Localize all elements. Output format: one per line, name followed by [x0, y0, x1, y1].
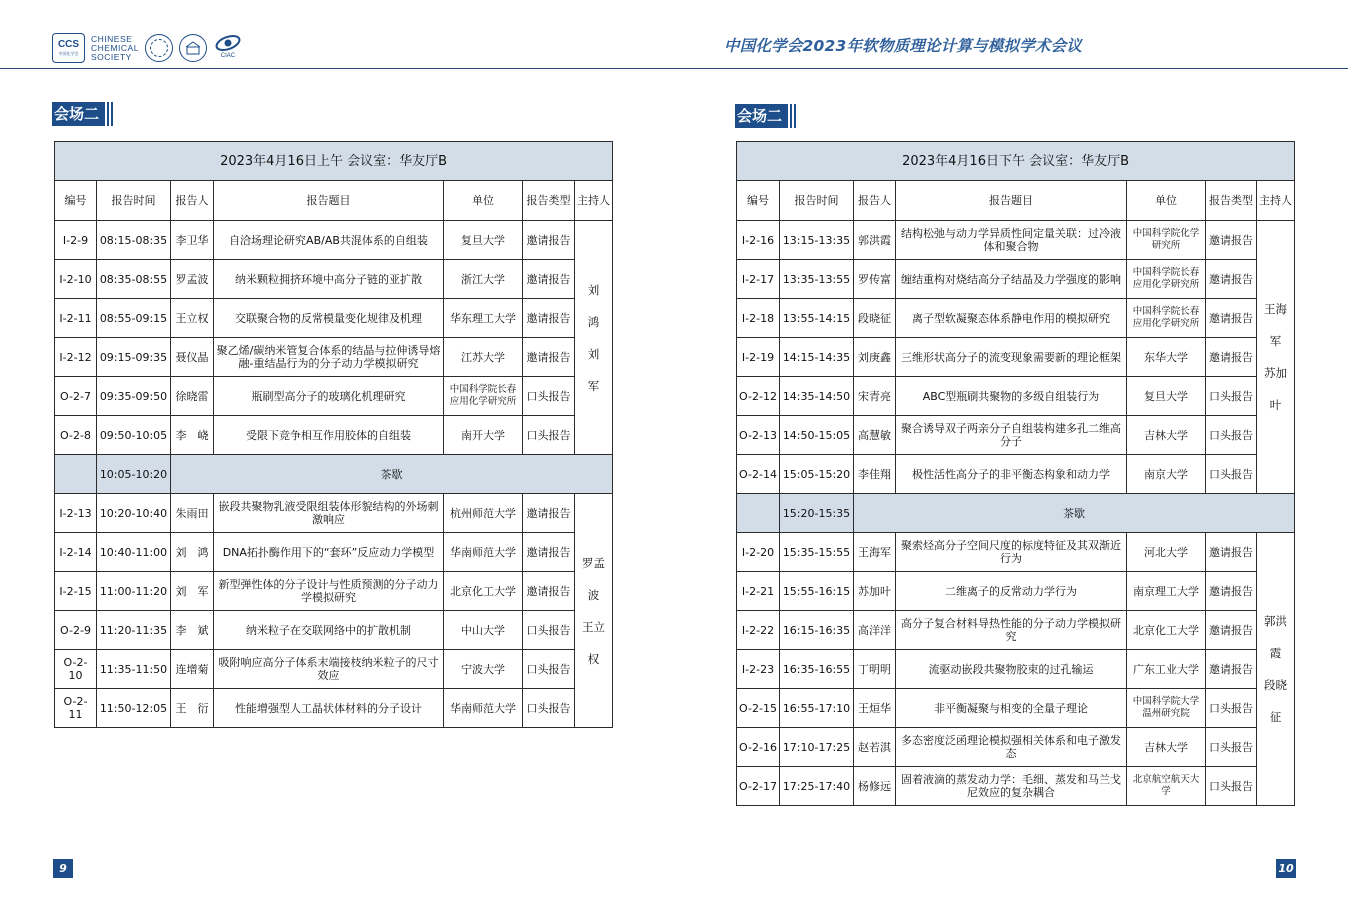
table-row: [55, 299, 613, 338]
speaker-name: 刘 军: [171, 572, 214, 611]
report-code: I-2-14: [55, 533, 97, 572]
table-row: [737, 416, 1295, 455]
report-time: 17:25-17:40: [780, 767, 854, 806]
chinese-chemical-society-wordmark: [91, 35, 139, 62]
table-caption: 2023年4月16日下午 会议室：华友厅B: [737, 142, 1295, 181]
report-time: 14:15-14:35: [780, 338, 854, 377]
table-row: [55, 377, 613, 416]
report-type: 口头报告: [1206, 455, 1257, 494]
table-row: [55, 650, 613, 689]
speaker-name: 刘 鸿: [171, 533, 214, 572]
report-time: 10:40-11:00: [97, 533, 171, 572]
report-code: I-2-20: [737, 533, 780, 572]
affiliation: 杭州师范大学: [444, 494, 523, 533]
speaker-name: 高慧敏: [854, 416, 896, 455]
report-title: 受限下竞争相互作用胶体的自组装: [214, 416, 444, 455]
table-header-row: [55, 181, 613, 221]
report-title: DNA拓扑酶作用下的“套环”反应动力学模型: [214, 533, 444, 572]
affiliation: 南京大学: [1127, 455, 1206, 494]
affiliation: 河北大学: [1127, 533, 1206, 572]
venue-tag-right: [735, 104, 796, 128]
report-time: 09:15-09:35: [97, 338, 171, 377]
report-title: 流驱动嵌段共聚物胶束的过孔输运: [896, 650, 1127, 689]
affiliation: 中山大学: [444, 611, 523, 650]
report-code: O-2-7: [55, 377, 97, 416]
report-code: I-2-21: [737, 572, 780, 611]
report-type: 口头报告: [523, 689, 575, 728]
report-title: 自洽场理论研究AB/AB共混体系的自组装: [214, 221, 444, 260]
page-number-left: 9: [53, 859, 73, 878]
institute-seal-icon: [179, 34, 207, 62]
affiliation: 吉林大学: [1127, 416, 1206, 455]
report-type: 邀请报告: [1206, 611, 1257, 650]
column-header: 报告类型: [1206, 181, 1257, 221]
table-row: [55, 416, 613, 455]
table-row: [55, 689, 613, 728]
report-code: O-2-12: [737, 377, 780, 416]
table-row: [737, 260, 1295, 299]
table-row: [55, 572, 613, 611]
report-code: I-2-23: [737, 650, 780, 689]
report-code: I-2-11: [55, 299, 97, 338]
report-title: 纳米粒子在交联网络中的扩散机制: [214, 611, 444, 650]
column-header: 报告时间: [97, 181, 171, 221]
report-type: 口头报告: [1206, 728, 1257, 767]
report-title: 极性活性高分子的非平衡态构象和动力学: [896, 455, 1127, 494]
report-title: 二维离子的反常动力学行为: [896, 572, 1127, 611]
report-title: 聚索烃高分子空间尺度的标度特征及其双渐近行为: [896, 533, 1127, 572]
report-type: 邀请报告: [523, 494, 575, 533]
speaker-name: 罗传富: [854, 260, 896, 299]
speaker-name: 段晓征: [854, 299, 896, 338]
host-name: 苏加叶: [1264, 366, 1288, 412]
page-header: [0, 0, 1348, 69]
report-time: 16:35-16:55: [780, 650, 854, 689]
wordmark-line: SOCIETY: [91, 51, 132, 62]
tea-break-time: 10:05-10:20: [97, 455, 171, 494]
affiliation: 东华大学: [1127, 338, 1206, 377]
report-code: I-2-17: [737, 260, 780, 299]
speaker-name: 连增菊: [171, 650, 214, 689]
report-title: 嵌段共聚物乳液受限组装体形貌结构的外场刺激响应: [214, 494, 444, 533]
table-row: [737, 611, 1295, 650]
report-type: 邀请报告: [523, 338, 575, 377]
affiliation: 南开大学: [444, 416, 523, 455]
session-hosts: [1257, 221, 1295, 494]
speaker-name: 王立权: [171, 299, 214, 338]
report-title: 聚乙烯/碳纳米管复合体系的结晶与拉伸诱导熔融-重结晶行为的分子动力学模拟研究: [214, 338, 444, 377]
column-header: 单位: [1127, 181, 1206, 221]
report-code: O-2-11: [55, 689, 97, 728]
tea-break-blank: [737, 494, 780, 533]
table-row: [737, 728, 1295, 767]
affiliation: 宁波大学: [444, 650, 523, 689]
column-header: 单位: [444, 181, 523, 221]
column-header: 主持人: [1257, 181, 1295, 221]
report-title: 纳米颗粒拥挤环境中高分子链的亚扩散: [214, 260, 444, 299]
schedule-table-afternoon: [736, 141, 1295, 806]
affiliation: 中国科学院化学研究所: [1127, 221, 1206, 260]
report-code: I-2-15: [55, 572, 97, 611]
report-code: O-2-8: [55, 416, 97, 455]
report-type: 口头报告: [523, 611, 575, 650]
affiliation: 南京理工大学: [1127, 572, 1206, 611]
table-row: [737, 299, 1295, 338]
column-header: 主持人: [575, 181, 613, 221]
report-time: 11:00-11:20: [97, 572, 171, 611]
report-title: 缠结重构对烧结高分子结晶及力学强度的影响: [896, 260, 1127, 299]
report-time: 13:35-13:55: [780, 260, 854, 299]
affiliation: 华南师范大学: [444, 533, 523, 572]
report-type: 口头报告: [1206, 377, 1257, 416]
report-time: 15:55-16:15: [780, 572, 854, 611]
table-row: [737, 338, 1295, 377]
tea-break-time: 15:20-15:35: [780, 494, 854, 533]
table-row: [55, 260, 613, 299]
report-title: 瓶刷型高分子的玻璃化机理研究: [214, 377, 444, 416]
affiliation: 华南师范大学: [444, 689, 523, 728]
report-code: O-2-16: [737, 728, 780, 767]
tea-break-row: [55, 455, 613, 494]
report-type: 口头报告: [523, 650, 575, 689]
report-title: 离子型软凝聚态体系静电作用的模拟研究: [896, 299, 1127, 338]
report-time: 17:10-17:25: [780, 728, 854, 767]
report-time: 11:35-11:50: [97, 650, 171, 689]
report-code: I-2-18: [737, 299, 780, 338]
speaker-name: 高洋洋: [854, 611, 896, 650]
report-title: 非平衡凝聚与相变的全量子理论: [896, 689, 1127, 728]
report-time: 14:50-15:05: [780, 416, 854, 455]
university-seal-icon: [145, 34, 173, 62]
report-type: 口头报告: [1206, 767, 1257, 806]
report-type: 口头报告: [1206, 689, 1257, 728]
report-time: 14:35-14:50: [780, 377, 854, 416]
report-time: 08:55-09:15: [97, 299, 171, 338]
speaker-name: 李佳翔: [854, 455, 896, 494]
column-header: 编号: [737, 181, 780, 221]
affiliation: 华东理工大学: [444, 299, 523, 338]
report-title: 三维形状高分子的流变现象需要新的理论框架: [896, 338, 1127, 377]
report-type: 邀请报告: [1206, 338, 1257, 377]
report-type: 邀请报告: [523, 260, 575, 299]
affiliation: 中国科学院长春应用化学研究所: [444, 377, 523, 416]
table-row: [55, 533, 613, 572]
report-title: 多态密度泛函理论模拟强相关体系和电子激发态: [896, 728, 1127, 767]
report-code: O-2-13: [737, 416, 780, 455]
report-title: 聚合诱导双子两亲分子自组装构建多孔二维高分子: [896, 416, 1127, 455]
session-hosts: [575, 221, 613, 455]
report-title: 结构松弛与动力学异质性间定量关联：过冷液体和聚合物: [896, 221, 1127, 260]
column-header: 报告题目: [214, 181, 444, 221]
speaker-name: 朱雨田: [171, 494, 214, 533]
column-header: 报告时间: [780, 181, 854, 221]
report-type: 邀请报告: [1206, 650, 1257, 689]
table-row: [737, 533, 1295, 572]
tea-break-blank: [55, 455, 97, 494]
affiliation: 广东工业大学: [1127, 650, 1206, 689]
ciac-logo-text: CIAC: [220, 53, 236, 59]
affiliation: 浙江大学: [444, 260, 523, 299]
affiliation: 中国科学院长春应用化学研究所: [1127, 299, 1206, 338]
conference-title: 中国化学会2023年软物质理论计算与模拟学术会议: [724, 37, 1082, 55]
report-code: I-2-12: [55, 338, 97, 377]
table-row: [737, 572, 1295, 611]
venue-label: 会场二: [735, 104, 788, 128]
table-row: [55, 494, 613, 533]
report-code: O-2-9: [55, 611, 97, 650]
table-row: [737, 767, 1295, 806]
speaker-name: 刘庚鑫: [854, 338, 896, 377]
table-header-row: [737, 181, 1295, 221]
ccs-logo-text: CCS: [57, 39, 80, 50]
venue-bar-decoration: [790, 104, 792, 128]
report-time: 13:15-13:35: [780, 221, 854, 260]
report-type: 邀请报告: [1206, 260, 1257, 299]
report-type: 邀请报告: [523, 299, 575, 338]
report-type: 邀请报告: [1206, 572, 1257, 611]
session-hosts: [1257, 533, 1295, 806]
report-time: 09:35-09:50: [97, 377, 171, 416]
affiliation: 中国科学院长春应用化学研究所: [1127, 260, 1206, 299]
venue-label: 会场二: [52, 102, 105, 126]
speaker-name: 李 斌: [171, 611, 214, 650]
table-row: [737, 221, 1295, 260]
report-code: I-2-10: [55, 260, 97, 299]
report-title: 新型弹性体的分子设计与性质预测的分子动力学模拟研究: [214, 572, 444, 611]
report-type: 口头报告: [523, 377, 575, 416]
column-header: 报告类型: [523, 181, 575, 221]
report-title: 性能增强型人工晶状体材料的分子设计: [214, 689, 444, 728]
report-type: 邀请报告: [1206, 533, 1257, 572]
speaker-name: 罗孟波: [171, 260, 214, 299]
report-code: I-2-19: [737, 338, 780, 377]
report-type: 口头报告: [523, 416, 575, 455]
speaker-name: 李 峣: [171, 416, 214, 455]
tea-break-row: [737, 494, 1295, 533]
column-header: 报告人: [171, 181, 214, 221]
report-code: I-2-9: [55, 221, 97, 260]
report-code: I-2-16: [737, 221, 780, 260]
speaker-name: 苏加叶: [854, 572, 896, 611]
report-time: 11:50-12:05: [97, 689, 171, 728]
venue-bar-decoration: [107, 102, 109, 126]
report-title: 固着液滴的蒸发动力学：毛细、蒸发和马兰戈尼效应的复杂耦合: [896, 767, 1127, 806]
report-type: 邀请报告: [523, 533, 575, 572]
host-name: 郭洪霞: [1264, 614, 1288, 660]
table-row: [55, 611, 613, 650]
report-code: I-2-13: [55, 494, 97, 533]
session-hosts: [575, 494, 613, 728]
report-time: 09:50-10:05: [97, 416, 171, 455]
report-type: 邀请报告: [523, 221, 575, 260]
speaker-name: 王海军: [854, 533, 896, 572]
column-header: 报告题目: [896, 181, 1127, 221]
affiliation: 北京化工大学: [444, 572, 523, 611]
table-row: [737, 650, 1295, 689]
host-name: 王海军: [1264, 302, 1288, 348]
table-row: [737, 689, 1295, 728]
ccs-logo: [52, 33, 85, 63]
report-title: ABC型瓶刷共聚物的多级自组装行为: [896, 377, 1127, 416]
column-header: 报告人: [854, 181, 896, 221]
report-time: 16:15-16:35: [780, 611, 854, 650]
tea-break-label: 茶歇: [171, 455, 613, 494]
affiliation: 复旦大学: [1127, 377, 1206, 416]
report-code: O-2-10: [55, 650, 97, 689]
table-row: [737, 377, 1295, 416]
report-time: 15:05-15:20: [780, 455, 854, 494]
tea-break-label: 茶歇: [854, 494, 1295, 533]
host-name: 刘 军: [587, 346, 611, 393]
report-type: 邀请报告: [523, 572, 575, 611]
affiliation: 吉林大学: [1127, 728, 1206, 767]
page-number-right: 10: [1276, 859, 1296, 878]
speaker-name: 宋青亮: [854, 377, 896, 416]
affiliation: 中国科学院大学温州研究院: [1127, 689, 1206, 728]
table-row: [55, 338, 613, 377]
ccs-logo-subtext: 中国化学会: [58, 51, 79, 56]
ciac-logo: [213, 33, 243, 63]
table-row: [55, 221, 613, 260]
report-code: O-2-15: [737, 689, 780, 728]
speaker-name: 郭洪霞: [854, 221, 896, 260]
report-title: 吸附响应高分子体系末端接枝纳米粒子的尺寸效应: [214, 650, 444, 689]
report-time: 15:35-15:55: [780, 533, 854, 572]
report-time: 16:55-17:10: [780, 689, 854, 728]
table-row: [737, 455, 1295, 494]
report-title: 高分子复合材料导热性能的分子动力学模拟研究: [896, 611, 1127, 650]
report-time: 10:20-10:40: [97, 494, 171, 533]
venue-bar-decoration: [794, 104, 796, 128]
report-time: 08:35-08:55: [97, 260, 171, 299]
host-name: 段晓征: [1264, 678, 1288, 724]
speaker-name: 王 衍: [171, 689, 214, 728]
speaker-name: 王烜华: [854, 689, 896, 728]
wordmark-line: CHINESE: [91, 33, 133, 44]
column-header: 编号: [55, 181, 97, 221]
report-type: 口头报告: [1206, 416, 1257, 455]
report-time: 11:20-11:35: [97, 611, 171, 650]
affiliation: 北京航空航天大学: [1127, 767, 1206, 806]
speaker-name: 丁明明: [854, 650, 896, 689]
speaker-name: 杨修远: [854, 767, 896, 806]
report-code: I-2-22: [737, 611, 780, 650]
speaker-name: 徐晓雷: [171, 377, 214, 416]
host-name: 刘 鸿: [587, 282, 611, 329]
venue-bar-decoration: [111, 102, 113, 126]
report-code: O-2-14: [737, 455, 780, 494]
affiliation: 复旦大学: [444, 221, 523, 260]
speaker-name: 聂仪晶: [171, 338, 214, 377]
schedule-table-morning: [54, 141, 613, 728]
affiliation: 江苏大学: [444, 338, 523, 377]
venue-tag-left: [52, 102, 113, 126]
logo-group: [52, 32, 243, 64]
report-time: 08:15-08:35: [97, 221, 171, 260]
report-code: O-2-17: [737, 767, 780, 806]
affiliation: 北京化工大学: [1127, 611, 1206, 650]
report-title: 交联聚合物的反常模量变化规律及机理: [214, 299, 444, 338]
speaker-name: 李卫华: [171, 221, 214, 260]
report-type: 邀请报告: [1206, 299, 1257, 338]
speaker-name: 赵若淇: [854, 728, 896, 767]
host-name: 罗孟波: [582, 555, 606, 602]
wordmark-line: CHEMICAL: [91, 42, 139, 53]
host-name: 王立权: [582, 619, 606, 666]
report-time: 13:55-14:15: [780, 299, 854, 338]
table-caption: 2023年4月16日上午 会议室：华友厅B: [55, 142, 613, 181]
report-type: 邀请报告: [1206, 221, 1257, 260]
